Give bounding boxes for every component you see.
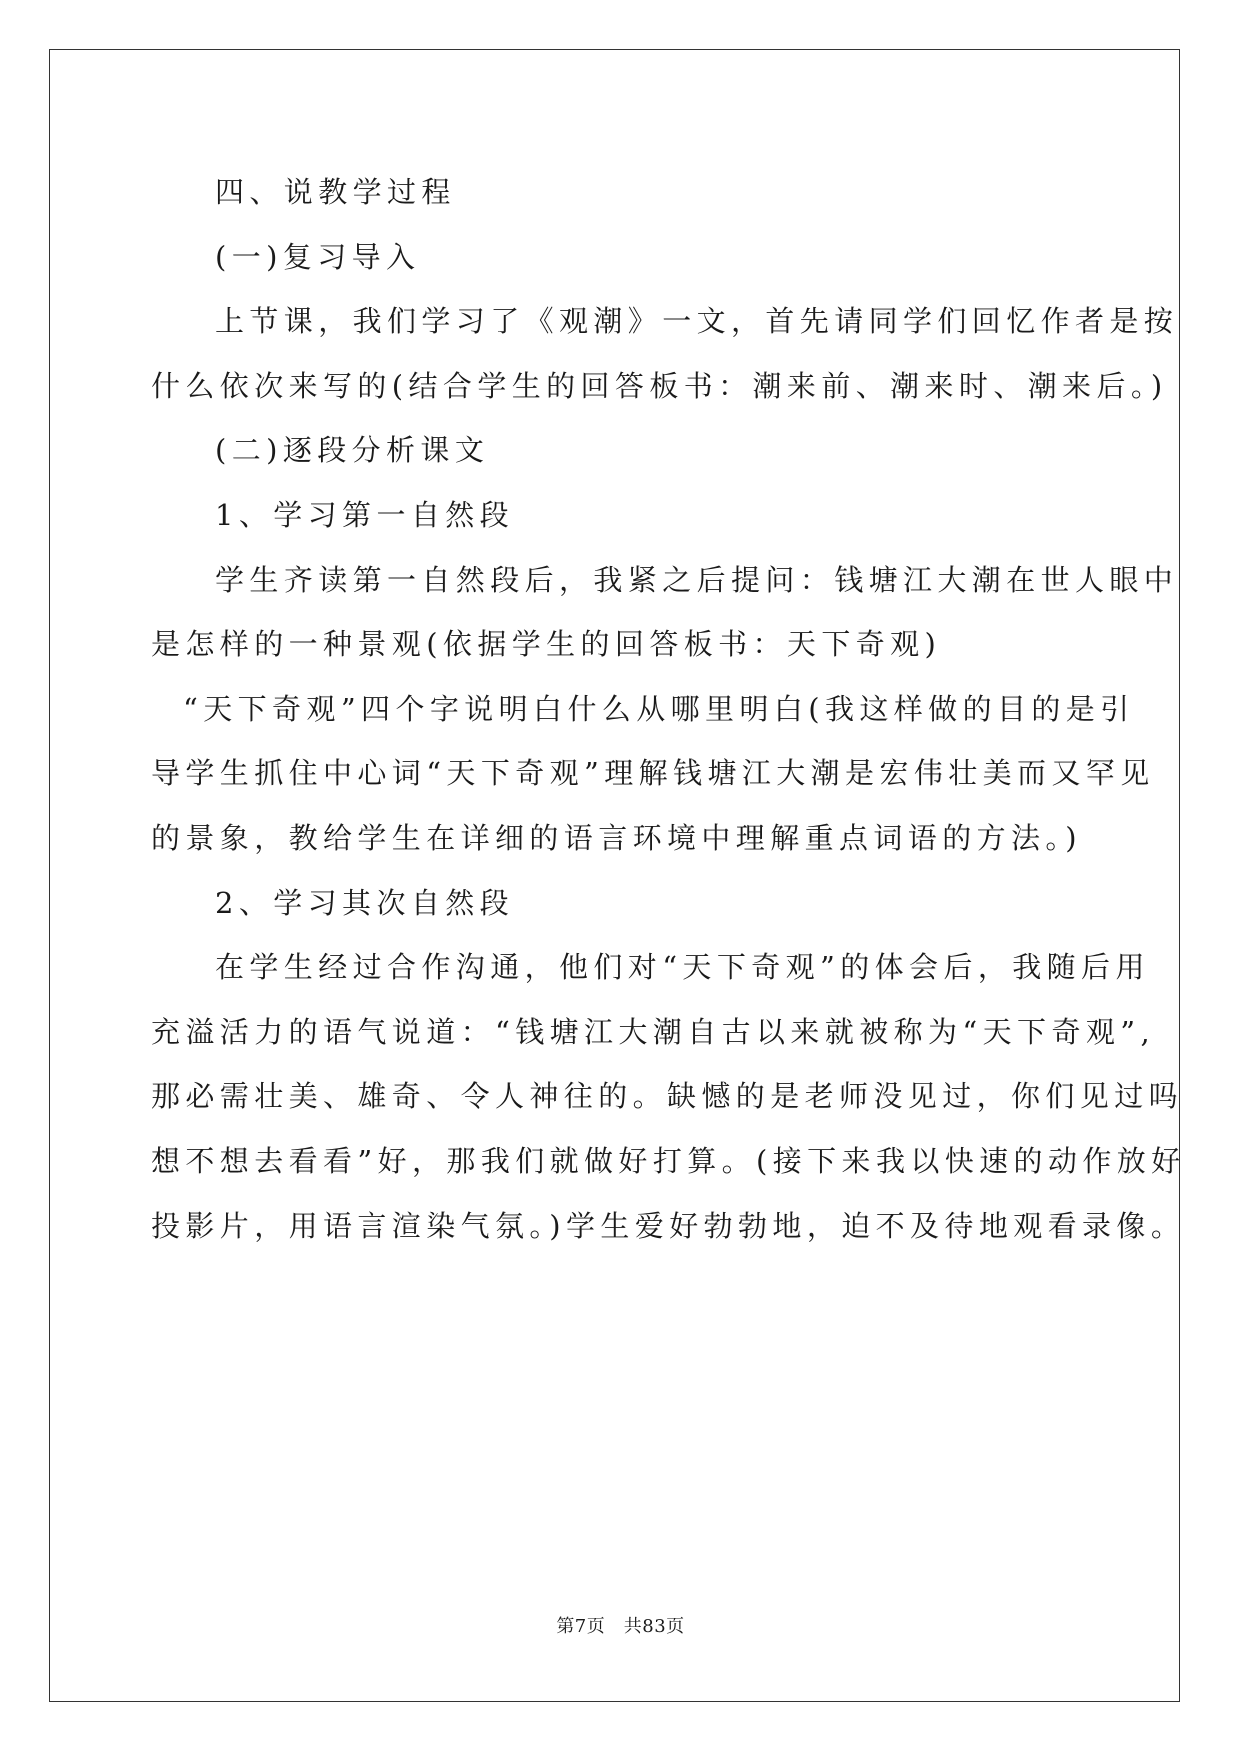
section-heading: 四、说教学过程 (215, 175, 456, 209)
document-body (151, 160, 1186, 1258)
paragraph-line: 的景象，教给学生在详细的语言环境中理解重点词语的方法。) (151, 820, 1083, 855)
subsection-heading: (一)复习导入 (215, 239, 421, 274)
paragraph-line: 想不想去看看”好，那我们就做好打算。(接下来我以快速的动作放好 (151, 1143, 1186, 1178)
paragraph-line: 导学生抓住中心词“天下奇观”理解钱塘江大潮是宏伟壮美而又罕见 (151, 756, 1155, 791)
paragraph-line: 充溢活力的语气说道：“钱塘江大潮自古以来就被称为“天下奇观”, (151, 1014, 1156, 1049)
item-heading: 1、学习第一自然段 (215, 497, 515, 532)
paragraph-line: 学生齐读第一自然段后，我紧之后提问：钱塘江大潮在世人眼中 (215, 562, 1179, 597)
paragraph-line: 在学生经过合作沟通，他们对“天下奇观”的体会后，我随后用 (215, 950, 1150, 985)
page-number-footer: 第7页 共83页 (556, 1616, 685, 1637)
paragraph-line: 上节课，我们学习了《观潮》一文，首先请同学们回忆作者是按 (215, 304, 1179, 339)
paragraph-line: “天下奇观”四个字说明白什么从哪里明白(我这样做的目的是引 (183, 691, 1135, 726)
paragraph-line: 什么依次来写的(结合学生的回答板书：潮来前、潮来时、潮来后。) (151, 368, 1168, 403)
item-heading: 2、学习其次自然段 (215, 885, 515, 920)
paragraph-line: 投影片，用语言渲染气氛。)学生爱好勃勃地，迫不及待地观看录像。 (151, 1208, 1186, 1243)
subsection-heading: (二)逐段分析课文 (215, 433, 490, 468)
paragraph-line: 是怎样的一种景观(依据学生的回答板书：天下奇观) (151, 627, 942, 662)
paragraph-line: 那必需壮美、雄奇、令人神往的。缺憾的是老师没见过，你们见过吗 (151, 1079, 1184, 1114)
